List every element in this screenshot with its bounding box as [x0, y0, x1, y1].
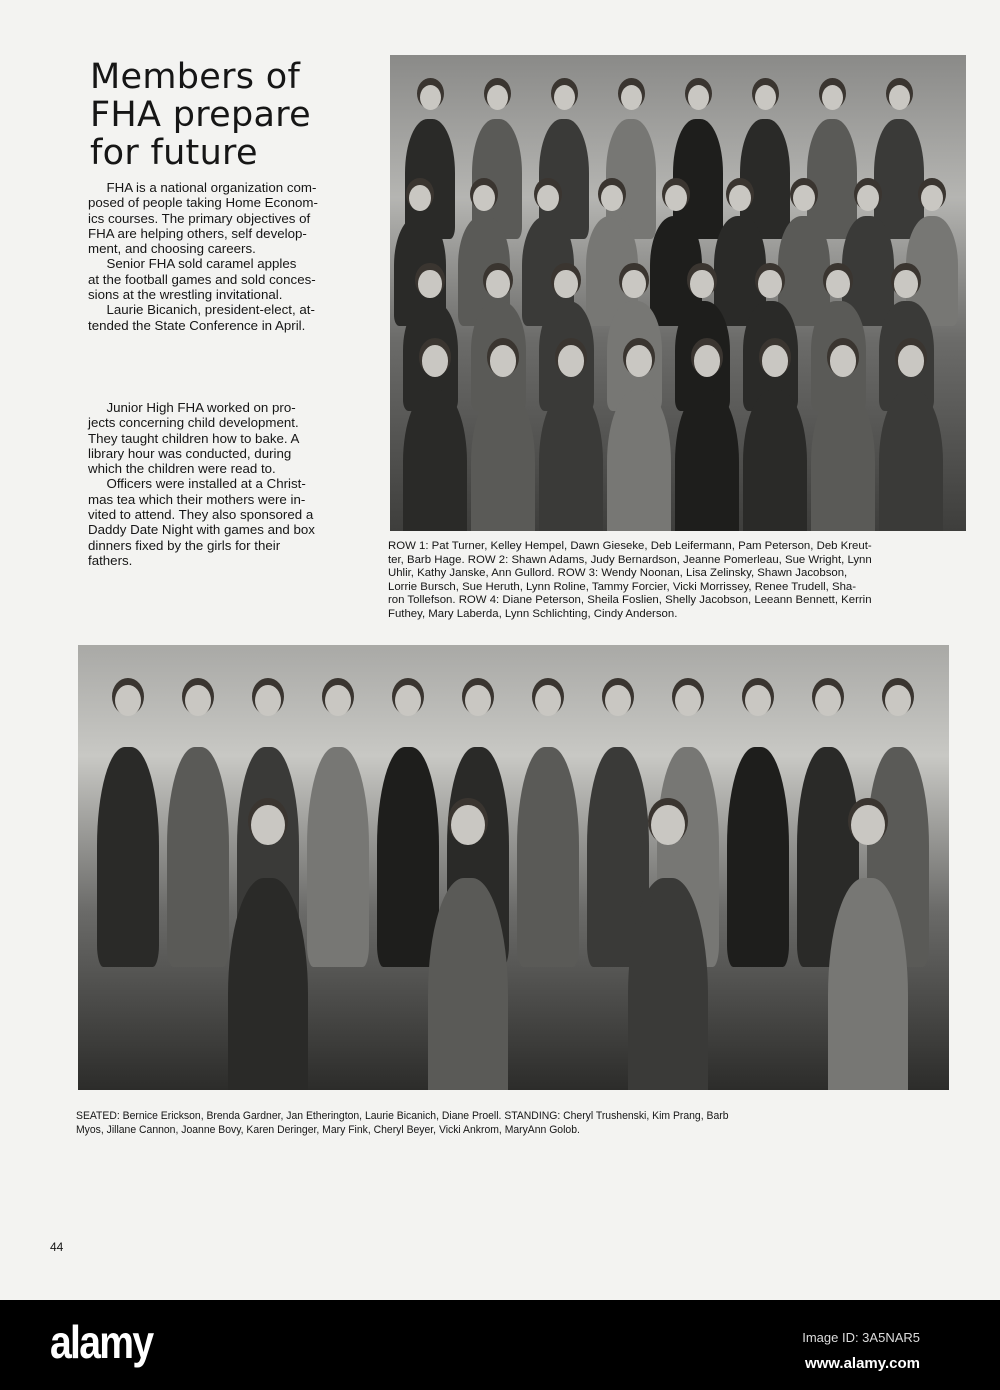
- text-line: at the football games and sold conces-: [88, 271, 316, 287]
- person-figure: [97, 747, 159, 967]
- text-line: Junior High FHA worked on pro-: [88, 400, 296, 415]
- text-line: Myos, Jillane Cannon, Joanne Bovy, Karen Deringer, Mary Fink, Cheryl Beyer, Vicki Ankrom, MaryAnn Golob.: [76, 1123, 580, 1136]
- person-head: [325, 685, 351, 716]
- article-title: [90, 58, 311, 172]
- person-head: [815, 685, 841, 716]
- person-figure: [874, 119, 924, 239]
- person-head: [251, 805, 285, 845]
- text-line: mas tea which their mothers were in-: [88, 491, 306, 507]
- person-head: [473, 185, 495, 211]
- person-figure: [471, 390, 535, 531]
- person-head: [889, 85, 910, 110]
- title-line: FHA prepare: [90, 95, 312, 135]
- text-line: Futhey, Mary Laberda, Lynn Schlichting, Cindy Anderson.: [388, 607, 678, 620]
- person-figure: [675, 390, 739, 531]
- person-head: [605, 685, 631, 716]
- person-head: [851, 805, 885, 845]
- person-figure: [743, 390, 807, 531]
- person-head: [255, 685, 281, 716]
- text-line: FHA is a national organization com-: [88, 180, 317, 195]
- text-line: jects concerning child development.: [88, 415, 299, 431]
- photo-caption-seated-standing: [76, 1110, 728, 1137]
- text-line: Senior FHA sold caramel apples: [88, 256, 297, 272]
- text-line: ics courses. The primary objectives of: [88, 210, 311, 226]
- text-line: posed of people taking Home Econom-: [88, 195, 318, 211]
- text-line: Lorrie Bursch, Sue Heruth, Lynn Roline, Tammy Forcier, Vicki Morrissey, Renee Trudell, Sha-: [388, 580, 857, 593]
- photo-caption-rows: [388, 540, 872, 622]
- text-line: Daddy Date Night with games and box: [88, 522, 315, 538]
- person-figure: [879, 390, 943, 531]
- text-line: ment, and choosing careers.: [88, 241, 256, 257]
- person-head: [535, 685, 561, 716]
- person-head: [793, 185, 815, 211]
- text-line: tended the State Conference in April.: [88, 317, 306, 333]
- person-head: [185, 685, 211, 716]
- person-head: [826, 270, 849, 298]
- text-line: Officers were installed at a Christ-: [88, 476, 306, 492]
- person-head: [465, 685, 491, 716]
- person-head: [857, 185, 879, 211]
- text-line: library hour was conducted, during: [88, 445, 292, 461]
- person-head: [601, 185, 623, 211]
- person-figure: [828, 878, 908, 1090]
- person-head: [622, 270, 645, 298]
- watermark-footer: [0, 1300, 1000, 1390]
- person-head: [885, 685, 911, 716]
- person-figure: [307, 747, 369, 967]
- text-line: which the children were read to.: [88, 461, 276, 477]
- person-head: [822, 85, 843, 110]
- person-head: [758, 270, 781, 298]
- alamy-logo: alamy: [50, 1316, 153, 1368]
- paragraph-junior-fha: [88, 400, 315, 568]
- person-figure: [167, 747, 229, 967]
- person-head: [894, 270, 917, 298]
- text-line: dinners fixed by the girls for their: [88, 537, 281, 553]
- person-figure: [428, 878, 508, 1090]
- person-head: [688, 85, 709, 110]
- person-figure: [727, 747, 789, 967]
- title-line: Members of: [90, 57, 301, 97]
- person-head: [745, 685, 771, 716]
- text-line: ROW 1: Pat Turner, Kelley Hempel, Dawn Gieseke, Deb Leifermann, Pam Peterson, Deb Kreut-: [388, 540, 872, 552]
- title-line: for future: [90, 133, 258, 173]
- person-head: [755, 85, 776, 110]
- person-figure: [517, 747, 579, 967]
- person-head: [729, 185, 751, 211]
- text-line: Uhlir, Kathy Janske, Ann Gullord. ROW 3: Wendy Noonan, Lisa Zelinsky, Shawn Jacobson,: [388, 567, 848, 580]
- person-figure: [607, 390, 671, 531]
- person-head: [554, 85, 575, 110]
- person-head: [554, 270, 577, 298]
- text-line: They taught children how to bake. A: [88, 430, 300, 446]
- person-head: [621, 85, 642, 110]
- text-line: ter, Barb Hage. ROW 2: Shawn Adams, Judy Bernardson, Jeanne Pomerleau, Sue Wright, Lynn: [388, 553, 872, 566]
- person-figure: [628, 878, 708, 1090]
- person-head: [418, 270, 441, 298]
- person-figure: [539, 390, 603, 531]
- person-head: [409, 185, 431, 211]
- paragraph-senior-fha: [88, 180, 318, 333]
- text-line: fathers.: [88, 552, 133, 568]
- text-line: vited to attend. They also sponsored a: [88, 507, 314, 523]
- text-line: sions at the wrestling invitational.: [88, 287, 283, 303]
- person-head: [451, 805, 485, 845]
- person-head: [487, 85, 508, 110]
- person-head: [420, 85, 441, 110]
- site-link: www.alamy.com: [804, 1355, 920, 1372]
- person-head: [665, 185, 687, 211]
- person-figure: [228, 878, 308, 1090]
- person-head: [921, 185, 943, 211]
- text-line: ron Tollefson. ROW 4: Diane Peterson, Sheila Foslien, Shelly Jacobson, Leeann Bennett, Kerrin: [388, 594, 872, 607]
- person-figure: [403, 390, 467, 531]
- group-photo-officers: [78, 645, 949, 1090]
- page-number: 44: [50, 1240, 64, 1254]
- text-line: Laurie Bicanich, president-elect, at-: [88, 302, 315, 318]
- person-head: [537, 185, 559, 211]
- person-figure: [377, 747, 439, 967]
- person-head: [115, 685, 141, 716]
- group-photo-fha-rows: [390, 55, 966, 531]
- person-head: [651, 805, 685, 845]
- person-head: [675, 685, 701, 716]
- person-head: [486, 270, 509, 298]
- text-line: SEATED: Bernice Erickson, Brenda Gardner, Jan Etherington, Laurie Bicanich, Diane Proell. STANDING: Cheryl Trushenski, Kim Prang, Barb: [76, 1110, 729, 1122]
- text-line: FHA are helping others, self develop-: [88, 225, 307, 241]
- person-figure: [811, 390, 875, 531]
- person-head: [395, 685, 421, 716]
- image-id: Image ID: 3A5NAR5: [802, 1330, 920, 1345]
- person-head: [690, 270, 713, 298]
